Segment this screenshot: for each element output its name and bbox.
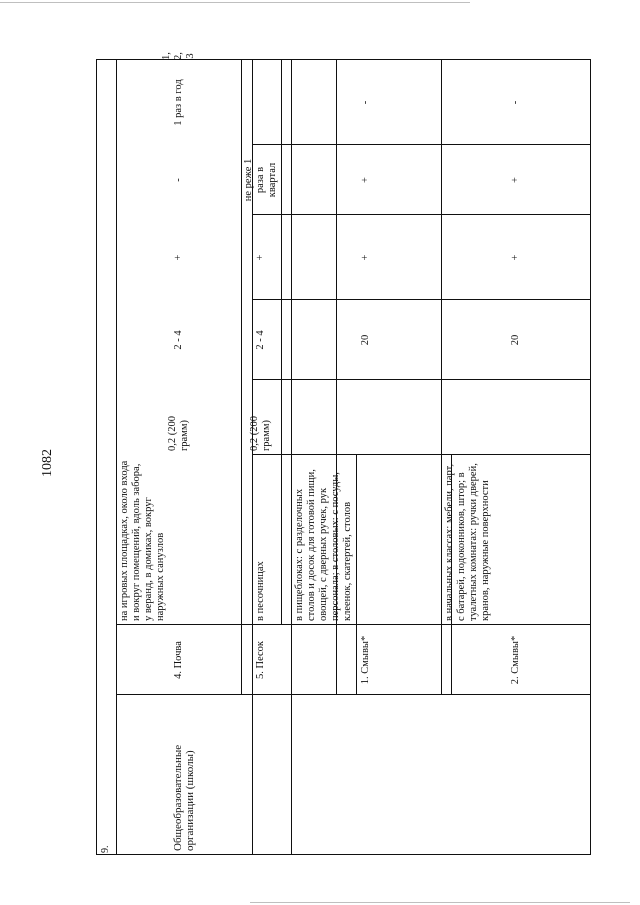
object-sand: 5. Песок [255, 640, 266, 680]
scan-edge-bottom [250, 902, 630, 903]
freq-b-swabs-1: - [360, 100, 371, 105]
plus-swabs-1: + [360, 254, 371, 261]
location-soil: на игровых площадках, около входа и вокруг помещений, вдоль забора, у веранд, в домиках, вокруг наружных санузлов [119, 460, 166, 621]
norm-sand: 0,2 (200 грамм) [249, 416, 272, 451]
samples-soil: 2 - 4 [172, 330, 184, 350]
freq-a-swabs-1: + [360, 177, 371, 183]
list-soil: 1, 2, 3 [160, 52, 196, 60]
freq-b-sand [241, 60, 281, 145]
samples-swabs-2: 20 [510, 334, 521, 346]
plus-soil: + [172, 254, 184, 261]
row-number: 9. [100, 845, 111, 853]
freq-a-soil: - [172, 178, 184, 182]
plus-sand: + [255, 254, 266, 261]
samples-swabs-1: 20 [360, 334, 371, 346]
plus-swabs-2: + [510, 254, 521, 261]
samples-sand: 2 - 4 [255, 330, 266, 350]
location-swabs-2: в начальных классах: мебели, парт, с батарей, подоконников, штор; в туалетных комнатах: ручки дверей, кранов, наружные поверхности [444, 463, 491, 621]
norm-swabs-1 [291, 380, 441, 455]
category-cell: Общеобразовательные организации (школы) [172, 744, 196, 851]
freq-a-swabs-2: + [510, 177, 521, 183]
freq-b-soil: 1 раз в год [172, 79, 184, 126]
freq-b-swabs-2: - [510, 100, 521, 105]
location-swabs-1: в пищеблоках: с разделочных столов и досок для готовой пищи, овощей, с дверных ручек, рук персонала; в столовых: с посуды, клеенок, скатертей, столов [294, 469, 353, 621]
freq-a-sand: не реже 1 раза в квартал [243, 158, 278, 202]
page-number: 1082 [40, 449, 55, 477]
object-swabs-1: 1. Смывы* [360, 635, 371, 685]
object-soil: 4. Почва [172, 641, 184, 679]
norm-soil: 0,2 (200 грамм) [166, 416, 190, 451]
norm-swabs-2 [441, 380, 591, 455]
location-sand: в песочницах [255, 561, 266, 621]
scan-edge-top [0, 2, 470, 3]
object-swabs-2: 2. Смывы* [510, 635, 521, 685]
rotated-table [96, 52, 591, 855]
